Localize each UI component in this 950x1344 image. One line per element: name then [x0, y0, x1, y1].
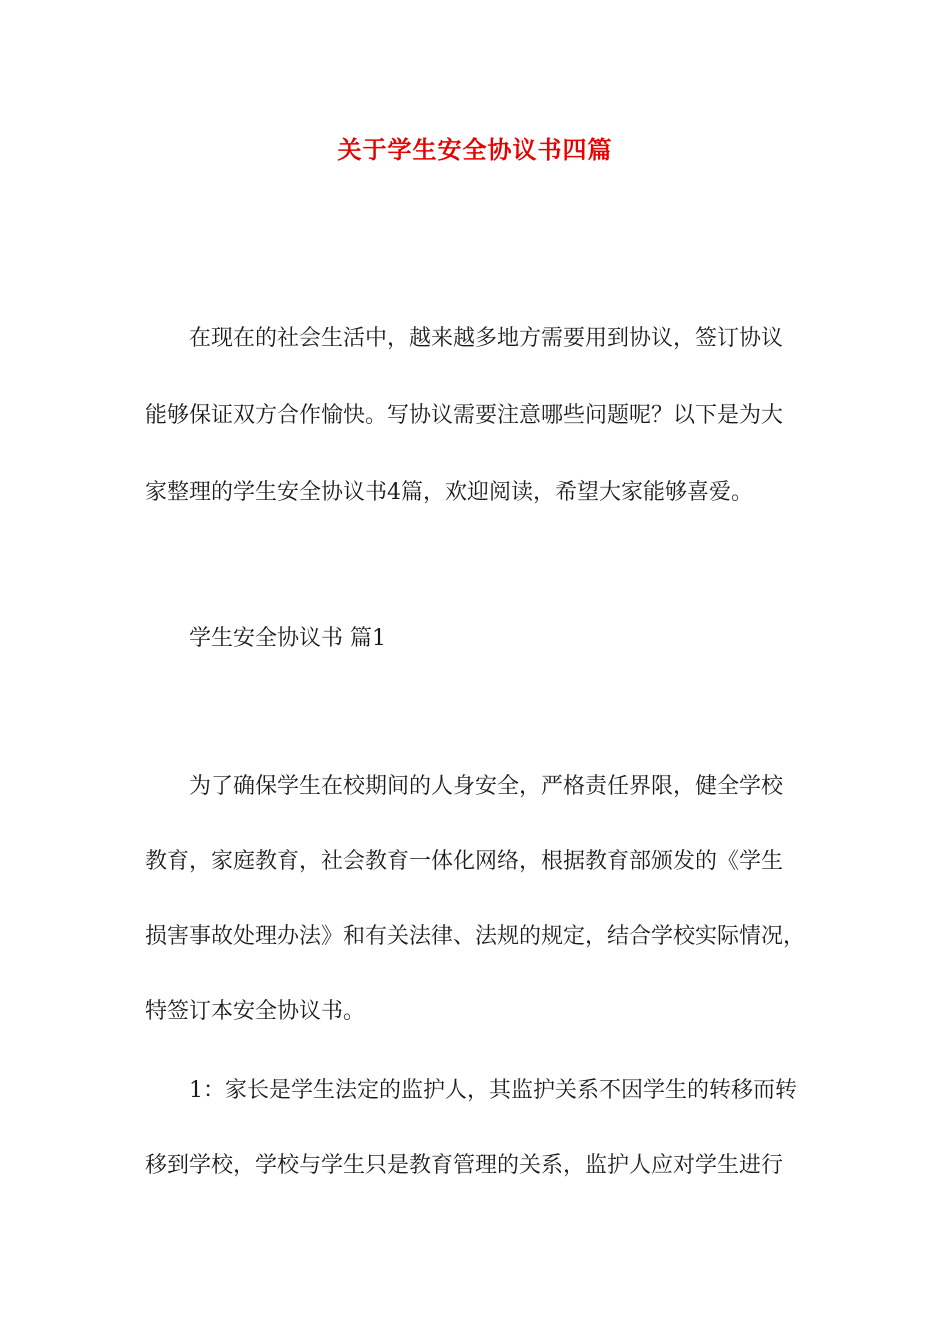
- section-heading-text: 学生安全协议书 篇1: [189, 626, 386, 651]
- section-heading: [145, 626, 815, 652]
- paragraph-line: 在现在的社会生活中，越来越多地方需要用到协议，签订协议: [189, 326, 784, 351]
- document-title: 关于学生安全协议书四篇: [337, 135, 613, 164]
- paragraph-line: 家整理的学生安全协议书4篇，欢迎阅读，希望大家能够喜爱。: [145, 480, 753, 505]
- paragraph-line: 能够保证双方合作愉快。写协议需要注意哪些问题呢？以下是为大: [145, 403, 784, 428]
- paragraph-line: 为了确保学生在校期间的人身安全，严格责任界限，健全学校: [189, 774, 784, 799]
- body-paragraph-2: [145, 1078, 815, 1179]
- body-paragraph-1: [145, 774, 815, 1025]
- paragraph-line: 移到学校，学校与学生只是教育管理的关系，监护人应对学生进行: [145, 1153, 784, 1178]
- paragraph-line: 特签订本安全协议书。: [145, 999, 366, 1024]
- paragraph-line: 损害事故处理办法》和有关法律、法规的规定，结合学校实际情况，: [145, 924, 806, 949]
- intro-paragraph: [145, 326, 815, 506]
- paragraph-line: 1：家长是学生法定的监护人，其监护关系不因学生的转移而转: [189, 1078, 797, 1103]
- paragraph-line: 教育，家庭教育，社会教育一体化网络，根据教育部颁发的《学生: [145, 849, 784, 874]
